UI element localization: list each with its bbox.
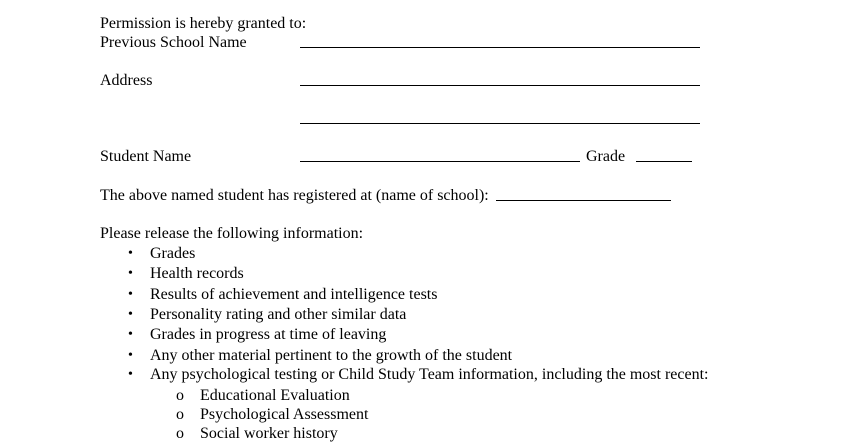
list-item: Grades bbox=[150, 245, 196, 262]
bullet-icon: • bbox=[128, 246, 133, 261]
address-line-2-underline bbox=[300, 123, 700, 124]
sub-bullet-icon: o bbox=[176, 425, 184, 442]
previous-school-underline bbox=[300, 47, 700, 48]
sub-list-item: Psychological Assessment bbox=[200, 406, 369, 423]
intro-text: Permission is hereby granted to: bbox=[100, 15, 307, 32]
grade-field[interactable] bbox=[636, 146, 692, 162]
student-name-underline bbox=[300, 161, 580, 162]
sub-list-item: Social worker history bbox=[200, 425, 338, 442]
student-name-field[interactable] bbox=[300, 146, 580, 162]
address-line-1-field[interactable] bbox=[300, 70, 700, 86]
student-name-label: Student Name bbox=[100, 148, 192, 165]
bullet-icon: • bbox=[128, 327, 133, 342]
bullet-icon: • bbox=[128, 266, 133, 281]
list-item: Any psychological testing or Child Study Team information, including the most recent: bbox=[150, 366, 709, 383]
address-label: Address bbox=[100, 72, 153, 89]
address-line-1-underline bbox=[300, 85, 700, 86]
grade-label: Grade bbox=[586, 148, 626, 165]
grade-underline bbox=[636, 161, 692, 162]
bullet-icon: • bbox=[128, 348, 133, 363]
registered-school-field[interactable] bbox=[496, 185, 671, 201]
bullet-icon: • bbox=[128, 307, 133, 322]
sub-bullet-icon: o bbox=[176, 387, 184, 404]
address-line-2-field[interactable] bbox=[300, 108, 700, 124]
sub-list-item: Educational Evaluation bbox=[200, 387, 350, 404]
list-item: Personality rating and other similar data bbox=[150, 306, 407, 323]
list-item: Health records bbox=[150, 265, 244, 282]
release-heading: Please release the following information: bbox=[100, 225, 364, 242]
previous-school-label: Previous School Name bbox=[100, 34, 247, 51]
bullet-icon: • bbox=[128, 367, 133, 382]
registered-school-text: The above named student has registered at (name of school): bbox=[100, 187, 489, 204]
registered-school-underline bbox=[496, 200, 671, 201]
list-item: Grades in progress at time of leaving bbox=[150, 326, 387, 343]
sub-bullet-icon: o bbox=[176, 406, 184, 423]
bullet-icon: • bbox=[128, 287, 133, 302]
previous-school-field[interactable] bbox=[300, 32, 700, 48]
list-item: Any other material pertinent to the growth of the student bbox=[150, 347, 513, 364]
list-item: Results of achievement and intelligence tests bbox=[150, 286, 438, 303]
